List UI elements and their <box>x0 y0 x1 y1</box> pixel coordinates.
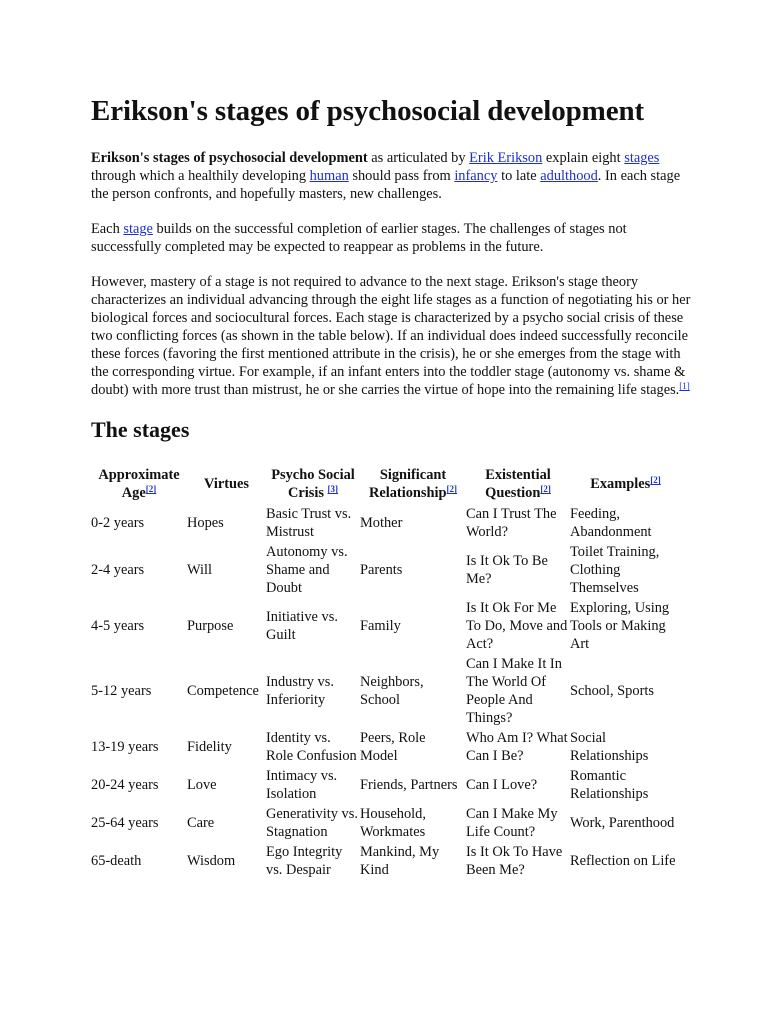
cell-age: 0-2 years <box>91 515 145 531</box>
cell-question: Is It Ok For Me To Do, Move and Act? <box>466 600 568 652</box>
cell-relationship: Parents <box>360 562 403 578</box>
link-infancy[interactable]: infancy <box>454 168 498 184</box>
cell-question: Can I Love? <box>466 777 538 793</box>
cell-examples: Reflection on Life <box>570 853 676 869</box>
column-header <box>570 465 681 503</box>
intro-text: should pass from <box>348 168 455 184</box>
cell-virtue: Purpose <box>187 618 234 634</box>
cell-examples: Feeding, Abandonment <box>570 506 652 540</box>
cell-crisis: Industry vs. Inferiority <box>266 674 334 708</box>
table-header-row <box>91 465 681 503</box>
cell-relationship: Mankind, My Kind <box>360 844 440 878</box>
cell-question: Is It Ok To Be Me? <box>466 553 548 587</box>
cell-relationship: Mother <box>360 515 403 531</box>
table-row <box>91 541 681 597</box>
cell-crisis: Intimacy vs. Isolation <box>266 768 338 802</box>
cell-relationship: Peers, Role Model <box>360 730 426 764</box>
cell-virtue: Hopes <box>187 515 224 531</box>
cell-age: 5-12 years <box>91 683 152 699</box>
cell-examples: Toilet Training, Clothing Themselves <box>570 544 660 596</box>
para3-text: However, mastery of a stage is not required to advance to the next stage. Erikson's stage theory characterizes an individual advancing through the eight life stages as a function of negotiating his or her biological forces and sociocultural forces. Each stage is characterized by a psycho social crisis of these two conflicting forces (as shown in the table below). If an individual does indeed successfully reconcile these forces (favoring the first mentioned attribute in the crisis), he or she emerges from the stage with the corresponding virtue. For example, if an infant enters into the toddler stage (autonomy vs. shame & doubt) with more trust than mistrust, he or she carries the virtue of hope into the remaining life stages. <box>91 274 691 398</box>
link-human[interactable]: human <box>309 168 349 184</box>
cell-virtue: Love <box>187 777 217 793</box>
column-header-label: Examples <box>590 476 651 492</box>
cell-age: 2-4 years <box>91 562 145 578</box>
table-row <box>91 597 681 653</box>
column-header <box>466 465 570 503</box>
table-row <box>91 503 681 541</box>
cell-crisis: Identity vs. Role Confusion <box>266 730 357 764</box>
table-row <box>91 803 681 841</box>
cell-relationship: Household, Workmates <box>360 806 426 840</box>
link-adulthood[interactable]: adulthood <box>540 168 598 184</box>
stage-paragraph <box>91 220 691 256</box>
cell-crisis: Generativity vs. Stagnation <box>266 806 358 840</box>
cell-examples: Romantic Relationships <box>570 768 649 802</box>
cell-question: Can I Trust The World? <box>466 506 557 540</box>
cell-relationship: Friends, Partners <box>360 777 458 793</box>
cell-virtue: Wisdom <box>187 853 236 869</box>
article <box>91 93 691 879</box>
column-header-label: Psycho Social Crisis <box>271 467 355 501</box>
cell-age: 13-19 years <box>91 739 159 755</box>
cell-question: Can I Make My Life Count? <box>466 806 558 840</box>
table-row <box>91 841 681 879</box>
intro-paragraph <box>91 149 691 203</box>
cell-examples: School, Sports <box>570 683 654 699</box>
page-title: Erikson's stages of psychosocial development <box>91 95 645 127</box>
column-header <box>360 465 466 503</box>
intro-text: to late <box>497 168 541 184</box>
cell-age: 20-24 years <box>91 777 159 793</box>
cell-age: 4-5 years <box>91 618 145 634</box>
cell-examples: Social Relationships <box>570 730 649 764</box>
table-row <box>91 727 681 765</box>
cell-virtue: Care <box>187 815 215 831</box>
reference-link[interactable]: [2] <box>650 475 661 485</box>
reference-link[interactable]: [2] <box>446 484 458 494</box>
cell-virtue: Competence <box>187 683 259 699</box>
cell-question: Is It Ok To Have Been Me? <box>466 844 563 878</box>
cell-question: Who Am I? What Can I Be? <box>466 730 568 764</box>
intro-bold-lead: Erikson's stages of psychosocial development <box>91 150 368 166</box>
link-stages[interactable]: stages <box>624 150 660 166</box>
cell-virtue: Will <box>187 562 213 578</box>
reference-link[interactable]: [1] <box>679 381 690 391</box>
cell-relationship: Neighbors, School <box>360 674 424 708</box>
cell-question: Can I Make It In The World Of People And Things? <box>466 656 562 726</box>
table-row <box>91 765 681 803</box>
cell-virtue: Fidelity <box>187 739 232 755</box>
cell-examples: Exploring, Using Tools or Making Art <box>570 600 670 652</box>
column-header <box>266 465 360 503</box>
link-erik-erikson[interactable]: Erik Erikson <box>469 150 543 166</box>
column-header-label: Virtues <box>203 476 250 492</box>
mastery-paragraph <box>91 273 691 399</box>
column-header-label: Approximate Age <box>98 467 180 501</box>
reference-link[interactable]: [2] <box>540 484 551 494</box>
cell-age: 25-64 years <box>91 815 159 831</box>
cell-crisis: Basic Trust vs. Mistrust <box>266 506 352 540</box>
intro-text: as articulated by <box>367 150 470 166</box>
cell-age: 65-death <box>91 853 142 869</box>
intro-text: through which a healthily developing <box>91 168 310 184</box>
cell-crisis: Autonomy vs. Shame and Doubt <box>266 544 348 596</box>
para2-text: Each <box>91 221 124 237</box>
reference-link[interactable]: [3] <box>327 484 339 494</box>
intro-text: explain eight <box>542 150 625 166</box>
cell-examples: Work, Parenthood <box>570 815 675 831</box>
reference-link[interactable]: [2] <box>145 484 157 494</box>
column-header-label: Significant Relationship <box>368 467 447 501</box>
cell-crisis: Initiative vs. Guilt <box>266 609 338 643</box>
column-header-label: Existential Question <box>485 467 551 501</box>
stages-table <box>91 465 681 879</box>
column-header <box>187 465 266 503</box>
table-row <box>91 653 681 727</box>
para2-text: builds on the successful completion of earlier stages. The challenges of stages not successfully completed may be expected to reappear as problems in the future. <box>91 221 627 255</box>
section-heading: The stages <box>91 417 190 442</box>
cell-crisis: Ego Integrity vs. Despair <box>266 844 343 878</box>
cell-relationship: Family <box>360 618 401 634</box>
column-header <box>91 465 187 503</box>
link-stage[interactable]: stage <box>123 221 153 237</box>
intro-text: . In each stage the person confronts, and hopefully masters, new challenges. <box>91 168 681 202</box>
table-body <box>91 503 681 879</box>
